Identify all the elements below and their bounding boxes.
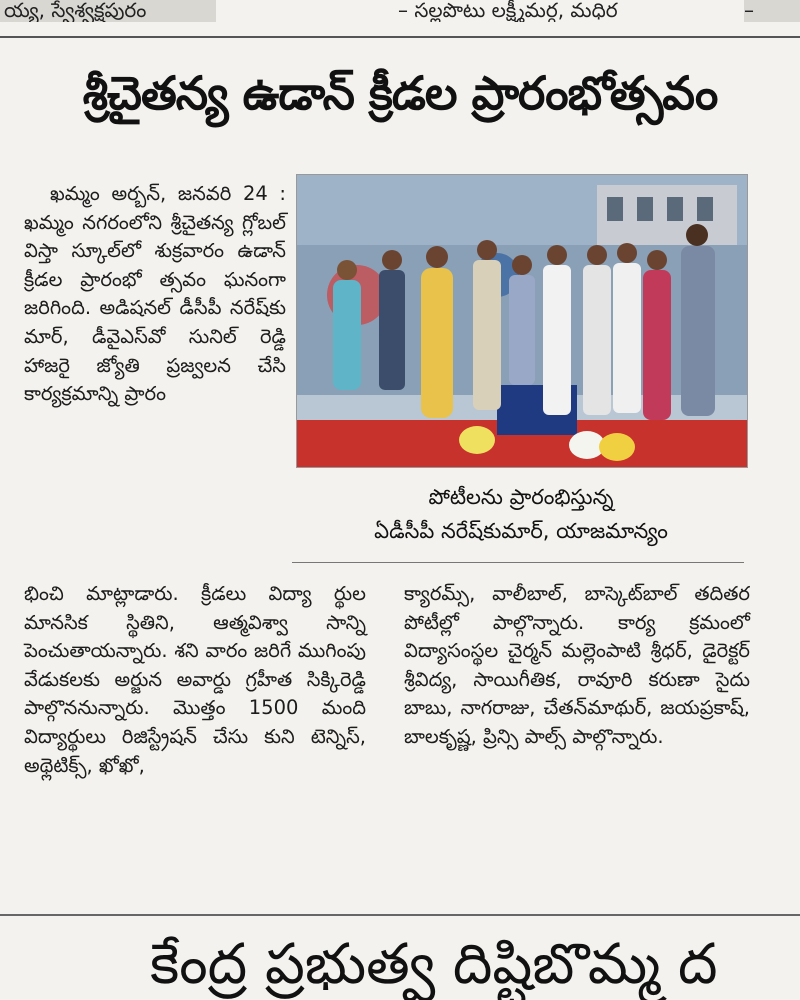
prev-article-tail-middle: – సల్లపొటు లక్ష్మీమర్గ, మధిర	[398, 0, 618, 22]
article-headline: శ్రీచైతన్య ఉడాన్ క్రీడల ప్రారంభోత్సవం	[82, 66, 718, 120]
photo-caption-line-1: పోటీలను ప్రారంభిస్తున్న	[428, 485, 614, 509]
article-photo	[296, 174, 748, 468]
next-article-headline: కేంద్ర ప్రభుత్వ దిష్టిబొమ్మ ద	[150, 932, 718, 997]
article-paragraph: క్యారమ్స్, వాలీబాల్, బాస్కెట్‌బాల్ తదితర పోటీల్లో పాల్గొన్నారు. కార్య క్రమంలో విద్యాసంస్థల చైర్మన్ మల్లెంపాటి శ్రీధర్, డైరెక్టర్ శ్రీవిద్య, సాయిగీతిక, రావూరి కరుణా సైదు బాబు, నాగరాజు, చేతన్‌మాథుర్, జయప్రకాష్, బాలకృష్ణ, ప్రిన్సి పాల్స్ పాల్గొన్నారు.	[404, 582, 750, 748]
article-body-column-2	[404, 580, 750, 752]
article-body-column-1-bottom	[24, 580, 366, 780]
article-paragraph: ఖమ్మం అర్బన్, జనవరి 24 : ఖమ్మం నగరంలోని శ్రీచైతన్య గ్లోబల్ విస్తా స్కూల్‌లో శుక్రవారం ఉడాన్ క్రీడల ప్రారంభో త్సవం ఘనంగా జరిగింది. అడిషనల్ డీసీపీ నరేష్‌కు మార్, డీవైఎస్‌వో సునిల్ రెడ్డి హాజరై జ్యోతి ప్రజ్వలన చేసి కార్యక్రమాన్ని ప్రారం	[24, 182, 286, 406]
photo-caption	[296, 480, 746, 548]
photo-caption-line-2: ఏడీసీపీ నరేష్‌కుమార్, యాజమాన్యం	[374, 519, 668, 543]
article-paragraph: భించి మాట్లాడారు. క్రీడలు విద్యా ర్థుల మానసిక స్థితిని, ఆత్మవిశ్వా సాన్ని పెంచుతాయన్నారు. శని వారం జరిగే ముగింపు వేడుకలకు అర్జున అవార్డు గ్రహీత సిక్కిరెడ్డి పాల్గొననున్నారు. మొత్తం 1500 మంది విద్యార్థులు రిజిస్ట్రేషన్ చేసు కుని టెన్నిస్, అథ్లెటిక్స్, ఖోఖో,	[24, 582, 366, 777]
top-strip	[0, 0, 800, 38]
caption-divider	[292, 562, 744, 563]
prev-article-tail-left: య్య, స్వేశ్వక్షపురం	[0, 0, 216, 22]
article-body-column-1-top	[24, 180, 286, 409]
article-divider	[0, 914, 800, 916]
prev-article-tail-right: –	[744, 0, 800, 22]
event-photo-illustration	[297, 175, 747, 467]
